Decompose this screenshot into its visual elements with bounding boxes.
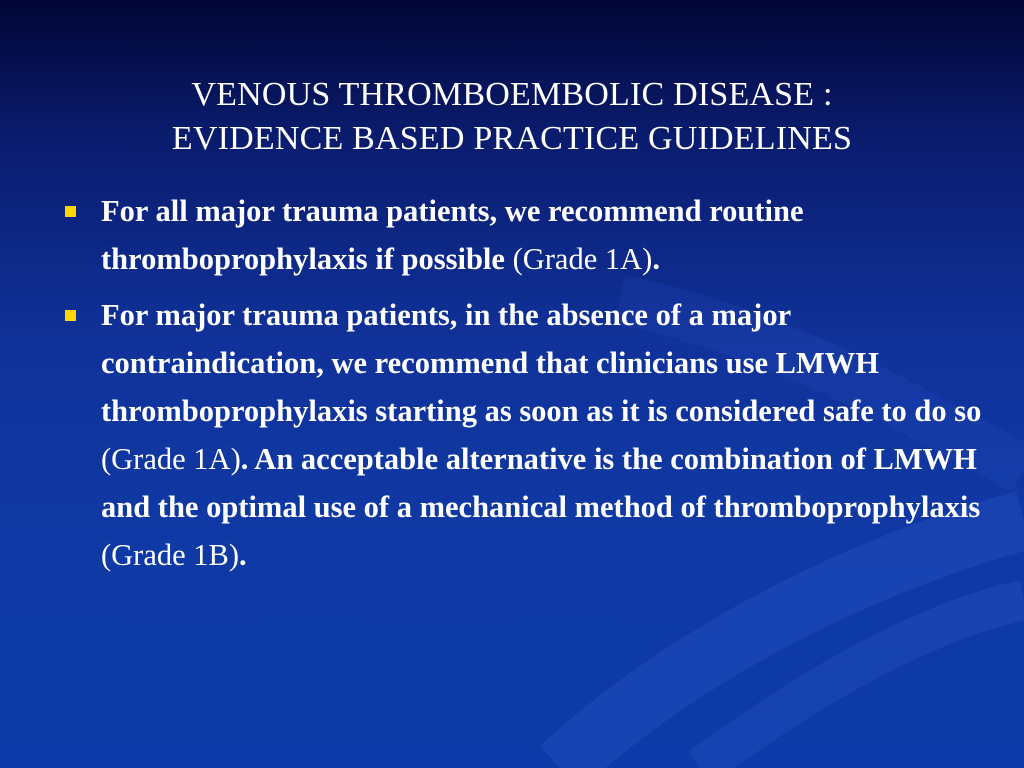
bullet-2-middle: . An acceptable alternative is the combination of LMWH and the optimal use of a mechanical method of thromboprophylaxis [101,442,981,524]
bullet-1-end: . [652,242,660,276]
bullet-1-text: For all major trauma patients, we recommend routine thromboprophylaxis if possible [101,194,804,276]
bullet-item-1 [62,187,982,283]
bullet-2-grade-2: (Grade 1B) [101,538,240,572]
bullet-2-text: For major trauma patients, in the absence of a major contraindication, we recommend that clinicians use LMWH thromboprophylaxis starting as soon as it is considered safe to do so [101,298,982,428]
slide-title [40,73,984,161]
bullet-list [62,187,982,587]
bullet-2-grade: (Grade 1A) [101,442,241,476]
square-bullet-icon [65,206,76,217]
square-bullet-icon [65,310,76,321]
bullet-item-2 [62,291,982,579]
bullet-2-end: . [239,538,247,572]
title-line-2: EVIDENCE BASED PRACTICE GUIDELINES [171,119,853,157]
title-line-1: VENOUS THROMBOEMBOLIC DISEASE : [191,75,833,113]
bullet-1-grade: (Grade 1A) [512,242,653,276]
